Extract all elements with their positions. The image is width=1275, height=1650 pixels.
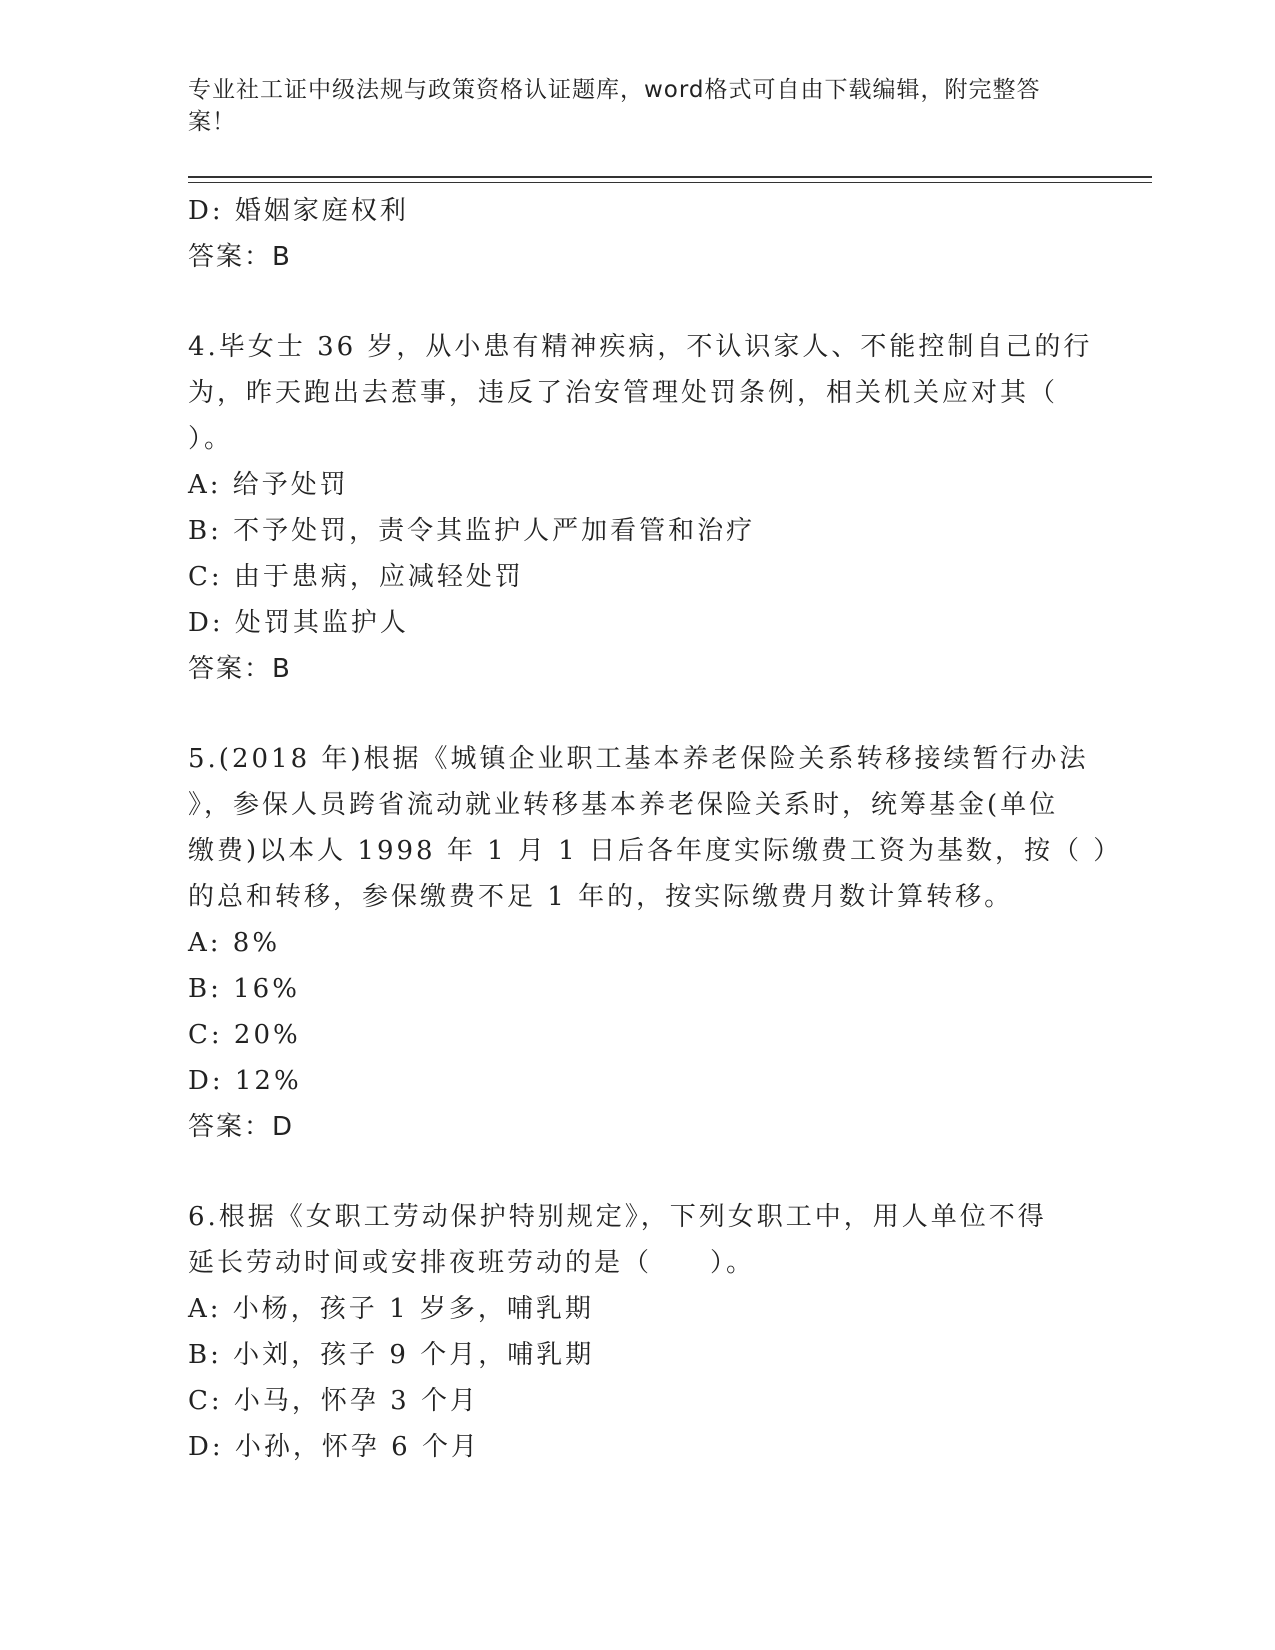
option-c: C: 小马，怀孕 3 个月	[188, 1386, 479, 1416]
spacer	[188, 280, 1088, 324]
option-a: A: 8%	[188, 928, 281, 958]
question-text-line: 4.毕女士 36 岁，从小患有精神疾病，不认识家人、不能控制自己的行	[188, 332, 1093, 362]
option-c: C: 20%	[188, 1020, 301, 1050]
spacer	[188, 692, 1088, 736]
question-text	[188, 324, 1093, 462]
question-text	[188, 1194, 1088, 1286]
option-d: D: 处罚其监护人	[188, 608, 409, 638]
question-text-line: 5.(2018 年)根据《城镇企业职工基本养老保险关系转移接续暂行办法	[188, 744, 1089, 774]
option-a: A: 给予处罚	[188, 470, 349, 500]
option-b: B: 不予处罚，责令其监护人严加看管和治疗	[188, 516, 756, 546]
option-b: B: 16%	[188, 974, 300, 1004]
question-text-line: 为，昨天跑出去惹事，违反了治安管理处罚条例，相关机关应对其（	[188, 378, 1059, 408]
header-divider-thick	[188, 176, 1152, 178]
answer-line: 答案：B	[188, 242, 292, 272]
header-line-1: 专业社工证中级法规与政策资格认证题库，word格式可自由下载编辑，附完整答	[188, 77, 1041, 103]
question-text-line: 》，参保人员跨省流动就业转移基本养老保险关系时，统筹基金(单位	[188, 790, 1059, 820]
answer-line: 答案：B	[188, 654, 292, 684]
header-divider-thin	[188, 182, 1152, 183]
question-text-line: 6.根据《女职工劳动保护特别规定》，下列女职工中，用人单位不得	[188, 1202, 1047, 1232]
option-b: B: 小刘，孩子 9 个月，哺乳期	[188, 1340, 595, 1370]
document-header	[188, 74, 1068, 138]
question-list	[188, 188, 1123, 1470]
question-text-line: 的总和转移，参保缴费不足 1 年的，按实际缴费月数计算转移。	[188, 882, 1014, 912]
question-6	[188, 1194, 1088, 1470]
answer-line: 答案：D	[188, 1112, 295, 1142]
option-a: A: 小杨，孩子 1 岁多，哺乳期	[188, 1294, 594, 1324]
header-line-2: 案！	[188, 109, 236, 135]
spacer	[188, 1150, 1088, 1194]
question-text	[188, 736, 1123, 920]
option-d: D: 小孙，怀孕 6 个月	[188, 1432, 480, 1462]
option-c: C: 由于患病，应减轻处罚	[188, 562, 524, 592]
previous-question-tail	[188, 188, 1088, 280]
option-d: D: 12%	[188, 1066, 302, 1096]
question-text-line: ）。	[188, 424, 234, 454]
question-4	[188, 324, 1093, 692]
question-5	[188, 736, 1123, 1150]
question-text-line: 缴费)以本人 1998 年 1 月 1 日后各年度实际缴费工资为基数，按（ ）	[188, 836, 1123, 866]
question-text-line: 延长劳动时间或安排夜班劳动的是（ ）。	[188, 1248, 756, 1278]
option-d: D: 婚姻家庭权利	[188, 196, 409, 226]
